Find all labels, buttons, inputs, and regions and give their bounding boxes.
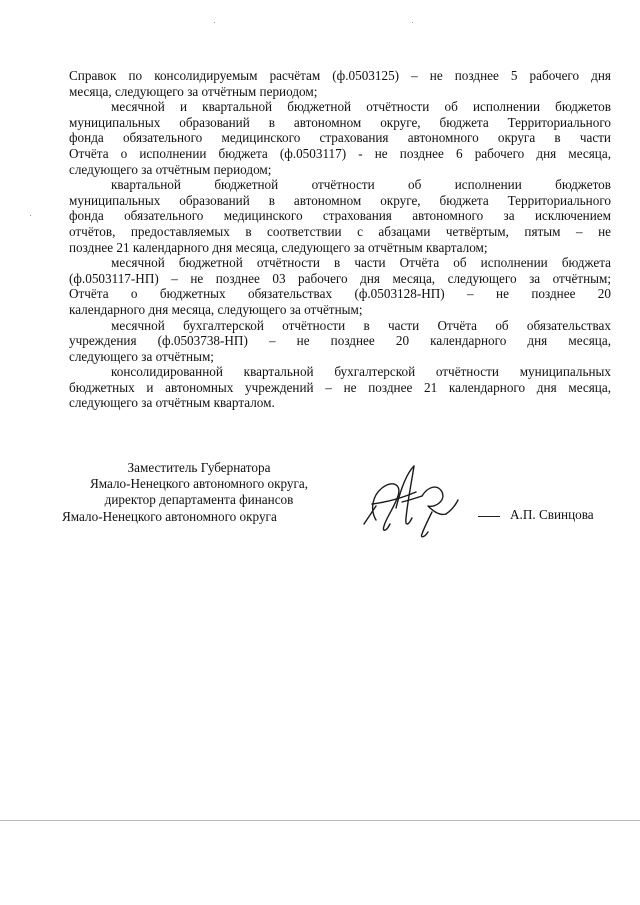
scan-edge-line [0, 820, 640, 821]
scan-speck [412, 22, 413, 23]
signer-name: А.П. Свинцова [510, 507, 594, 522]
body-line: Отчёта о исполнении бюджета (ф.0503117) - не позднее 6 рабочего дня месяца, [69, 145, 611, 161]
body-line: бюджетных и автономных учреждений – не позднее 21 календарного дня месяца, [69, 379, 611, 395]
signatory-title-line: директор департамента финансов [104, 492, 294, 508]
body-line: месяца, следующего за отчётным периодом; [69, 83, 318, 99]
body-line: Отчёта о бюджетных обязательствах (ф.0503128-НП) – не позднее 20 [69, 286, 611, 302]
body-line: календарного дня месяца, следующего за отчётным; [69, 301, 363, 317]
body-line: учреждения (ф.0503738-НП) – не позднее 20 календарного дня месяца, [69, 333, 611, 349]
handwritten-signature [362, 462, 474, 542]
body-line: консолидированной квартальной бухгалтерской отчётности муниципальных [111, 364, 611, 380]
body-line: следующего за отчётным периодом; [69, 161, 272, 177]
body-line: муниципальных образований в автономном округе, бюджета Территориального [69, 114, 611, 130]
body-line: месячной бюджетной отчётности в части Отчёта об исполнении бюджета [111, 255, 611, 271]
body-line: отчётов, предоставляемых в соответствии с абзацами четвёртым, пятым – не [69, 223, 611, 239]
body-line: следующего за отчётным кварталом. [69, 395, 275, 411]
body-line: фонда обязательного медицинского страхования автономного округа в части [69, 130, 611, 146]
body-line: квартальной бюджетной отчётности об исполнении бюджетов [111, 177, 611, 193]
scan-speck [214, 22, 215, 23]
body-line: месячной бухгалтерской отчётности в части Отчёта об обязательствах [111, 317, 611, 333]
body-line: (ф.0503117-НП) – не позднее 03 рабочего дня месяца, следующего за отчётным; [69, 270, 611, 286]
signature-dash [478, 516, 500, 517]
body-line: муниципальных образований в автономном округе, бюджета Территориального [69, 192, 611, 208]
body-line: месячной и квартальной бюджетной отчётности об исполнении бюджетов [111, 99, 611, 115]
body-line: Справок по консолидируемым расчётам (ф.0503125) – не позднее 5 рабочего дня [69, 68, 611, 83]
body-line: следующего за отчётным; [69, 348, 214, 364]
signatory-title [62, 460, 336, 525]
signatory-title-line: Ямало-Ненецкого автономного округа, [89, 476, 309, 492]
body-text [69, 68, 611, 411]
scan-speck [30, 215, 31, 216]
signatory-title-line: Заместитель Губернатора [127, 460, 271, 475]
signatory-title-line: Ямало-Ненецкого автономного округа [62, 508, 277, 524]
body-line: фонда обязательного медицинского страхования автономного за исключением [69, 208, 611, 224]
body-line: позднее 21 календарного дня месяца, следующего за отчётным кварталом; [69, 239, 488, 255]
